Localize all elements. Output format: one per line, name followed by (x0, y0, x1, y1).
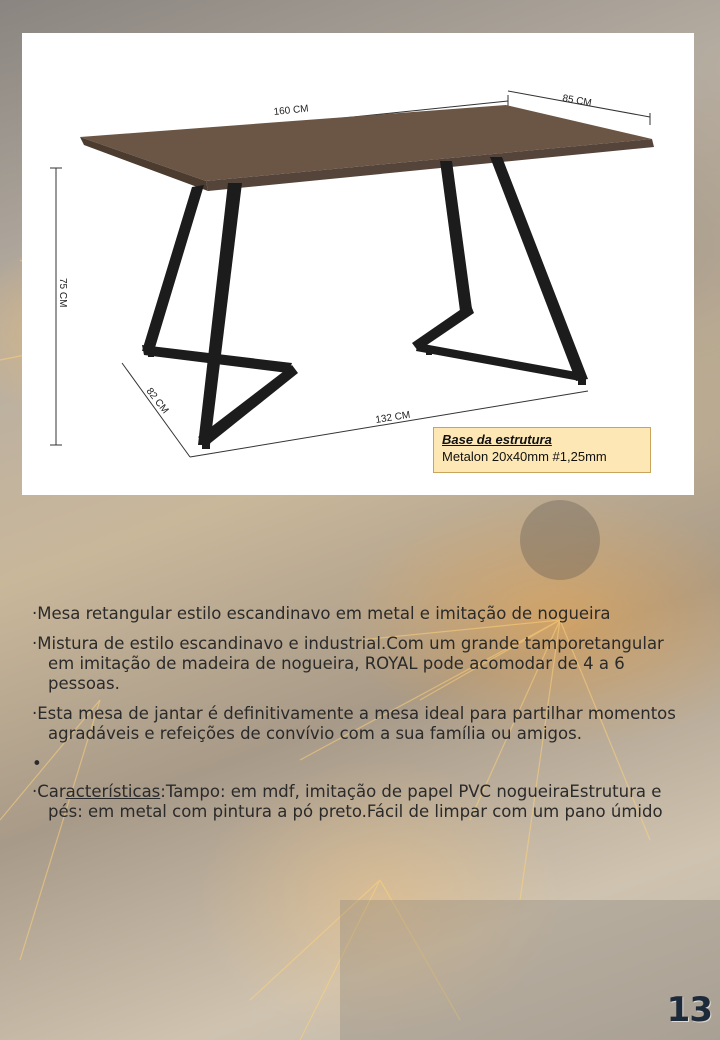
product-description (32, 604, 682, 832)
page-number: 13 (666, 990, 712, 1030)
depth-dimension: 85 CM (561, 93, 593, 110)
description-item-empty: • (32, 754, 42, 773)
description-item-3: ·Esta mesa de jantar é definitivamente a mesa ideal para partilhar momentos agradáveis e refeições de convívio com a sua família ou amigos. (32, 704, 676, 743)
structure-spec-box (433, 427, 651, 473)
length-dimension: 160 CM (273, 103, 310, 118)
description-item-2: ·Mistura de estilo escandinavo e industrial.Com um grande tamporetangular em imitação de madeira de nogueira, ROYAL pode acomodar de 4 a 6 pessoas. (32, 634, 664, 693)
base-length-dimension: 132 CM (374, 409, 412, 426)
right-leg (412, 157, 588, 385)
foot-depth-dimension: 82 CM (143, 386, 171, 417)
tabletop (80, 105, 654, 191)
spec-title: Base da estrutura (442, 432, 552, 447)
product-photo-panel (22, 33, 694, 495)
description-item-1: ·Mesa retangular estilo escandinavo em metal e imitação de nogueira (32, 604, 611, 623)
features-item: ·Características:Tampo: em mdf, imitação de papel PVC nogueiraEstrutura e pés: em metal com pintura a pó preto.Fácil de limpar com um pano úmido (32, 782, 663, 821)
height-dimension: 75 CM (57, 278, 68, 308)
spec-value: Metalon 20x40mm #1,25mm (442, 449, 607, 464)
table-dimension-drawing (22, 33, 694, 495)
